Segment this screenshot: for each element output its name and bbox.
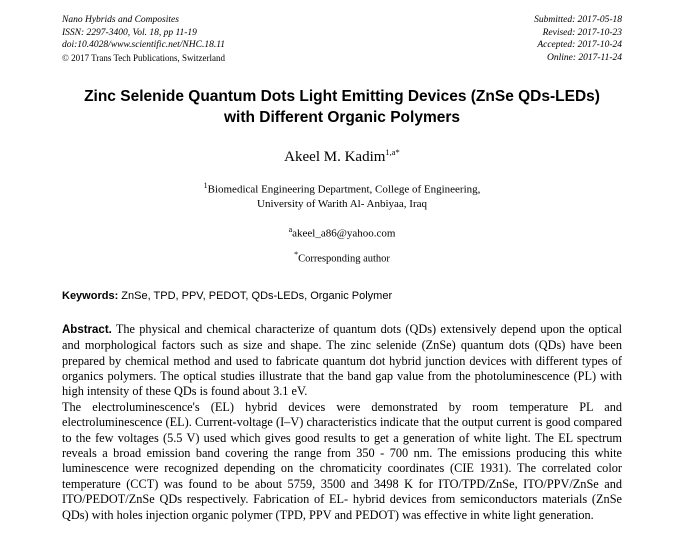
email-address: akeel_a86@yahoo.com — [292, 227, 396, 240]
affiliation-block — [62, 179, 622, 212]
affiliation-department: Biomedical Engineering Department, College of Engineering, — [207, 183, 481, 196]
journal-doi: doi:10.4028/www.scientific.net/NHC.18.11 — [62, 40, 225, 50]
corresponding-marker: * — [294, 250, 299, 260]
page-title — [62, 86, 622, 128]
affiliation-line-2: University of Warith Al- Anbiyaa, Iraq — [257, 198, 427, 211]
journal-copyright: © 2017 Trans Tech Publications, Switzerland — [62, 52, 226, 63]
title-line-1: Zinc Selenide Quantum Dots Light Emitting Devices (ZnSe QDs-LEDs) — [84, 88, 600, 105]
date-revised: Revised: 2017-10-23 — [542, 27, 622, 38]
submission-dates-block — [534, 14, 622, 64]
journal-header — [62, 14, 622, 64]
journal-info-block — [62, 14, 225, 64]
journal-name: Nano Hybrids and Composites — [62, 15, 179, 25]
keywords-section — [62, 289, 622, 304]
abstract-label: Abstract. — [62, 323, 112, 336]
author-email — [62, 223, 622, 241]
affiliation-marker: 1 — [203, 181, 208, 190]
abstract-text-1: The physical and chemical characterize of quantum dots (QDs) extensively depend upon the optical and morphological factors such as size and shape. The zinc selenide (ZnSe) quantum dots (QDs) have been prepared by chemical method and used to fabricate quantum dot hybrid junction devices with different types of organics polymers. The optical studies illustrate that the band gap value from the photoluminescence (PL) with high intensity of these QDs is found about 3.1 eV. — [62, 321, 622, 399]
title-line-2: with Different Organic Polymers — [224, 109, 460, 126]
corresponding-text: Corresponding author — [298, 253, 390, 265]
date-online: Online: 2017-11-24 — [546, 52, 622, 63]
date-accepted: Accepted: 2017-10-24 — [537, 40, 622, 50]
keywords-label: Keywords: — [62, 289, 119, 302]
email-marker: a — [288, 224, 293, 234]
keywords-list: ZnSe, TPD, PPV, PEDOT, QDs-LEDs, Organic Polymer — [118, 289, 393, 302]
corresponding-author-note — [62, 248, 622, 266]
abstract-paragraph-2: The electroluminescence's (EL) hybrid devices were demonstrated by room temperature PL and electroluminescence (EL). Current-voltage (I–V) characteristics indicate that the output current is good compared to the few voltages (5.5 V) used which gives good results to get a generation of white light. The EL spectrum reveals a broad emission band covering the range from 350 - 700 nm. The emissions producing this white luminescence were recognized depending on the chromaticity coordinates (CIE 1931). The correlated color temperature (CCT) was found to be about 5759, 3500 and 3498 K for ITO/TPD/ZnSe, ITO/PPV/ZnSe and ITO/PEDOT/ZnSe QDs respectively. Fabrication of EL- hybrid devices from semiconductors materials (ZnSe QDs) with holes injection organic polymer (TPD, PPV and PEDOT) was effective in white light generation. — [62, 399, 622, 522]
affiliation-line-1 — [62, 179, 622, 197]
author-affiliation-marker: 1,a* — [385, 147, 400, 157]
abstract-section — [62, 322, 622, 523]
abstract-paragraph-1 — [62, 322, 622, 400]
journal-issn-volume: ISSN: 2297-3400, Vol. 18, pp 11-19 — [62, 27, 197, 38]
date-submitted: Submitted: 2017-05-18 — [534, 15, 622, 25]
author-list — [62, 143, 622, 166]
author-name: Akeel M. Kadim — [284, 149, 386, 165]
